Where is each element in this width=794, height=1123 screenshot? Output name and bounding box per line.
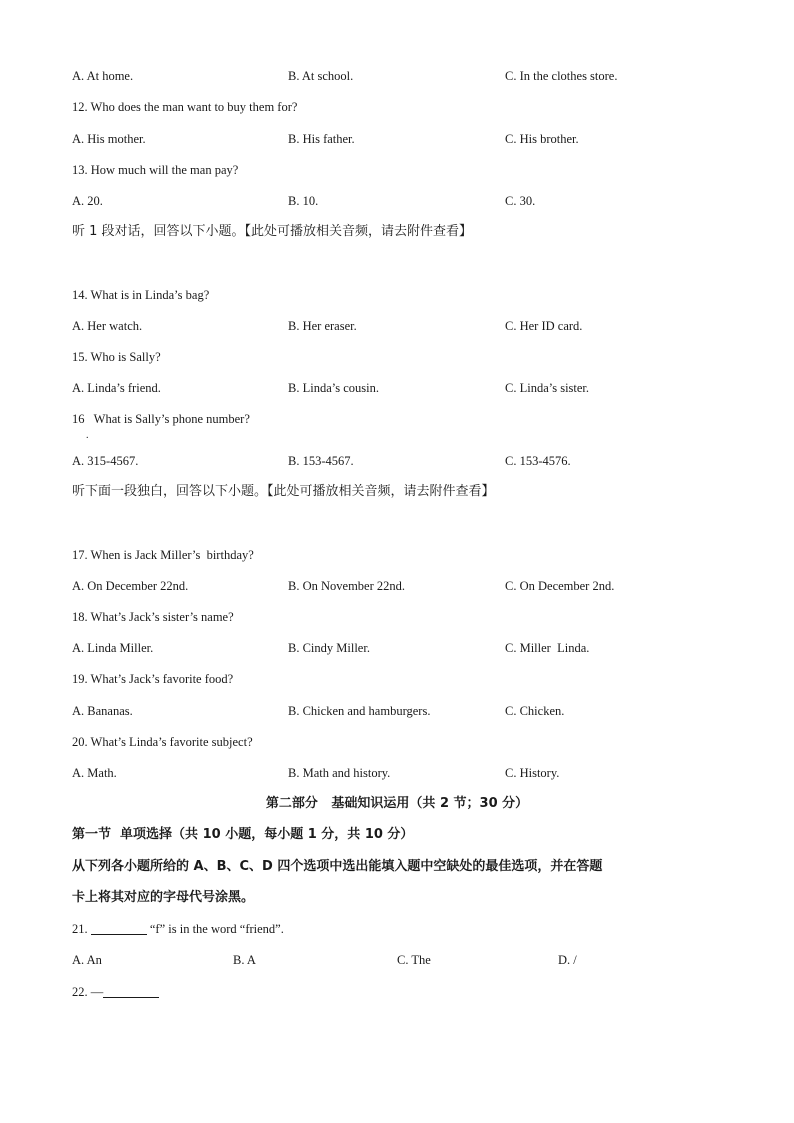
listening-instruction-2: 听下面一段独白，回答以下小题。【此处可播放相关音频，请去附件查看】 <box>72 484 495 499</box>
q17-option-c: C. On December 2nd. <box>505 579 615 593</box>
q17-option-b: B. On November 22nd. <box>288 579 405 593</box>
q19-option-a: A. Bananas. <box>72 704 133 718</box>
q18-stem: 18. What’s Jack’s sister’s name? <box>72 610 234 624</box>
q21-option-d: D. / <box>558 953 577 967</box>
q22-stem <box>72 984 159 1000</box>
q22-number: 22. — <box>72 985 104 999</box>
q17-stem: 17. When is Jack Miller’s birthday? <box>72 548 254 562</box>
q15-option-c: C. Linda’s sister. <box>505 381 590 395</box>
q13-stem: 13. How much will the man pay? <box>72 163 239 177</box>
q19-option-b: B. Chicken and hamburgers. <box>288 704 431 718</box>
q12-stem: 12. Who does the man want to buy them for? <box>72 100 298 114</box>
q13-option-c: C. 30. <box>505 194 536 208</box>
directions-line-2: 卡上将其对应的字母代号涂黑。 <box>72 890 255 905</box>
q18-option-b: B. Cindy Miller. <box>288 641 370 655</box>
q22-answer-blank[interactable] <box>103 985 159 998</box>
q19-stem: 19. What’s Jack’s favorite food? <box>72 672 234 686</box>
q15-option-b: B. Linda’s cousin. <box>288 381 379 395</box>
q17-option-a: A. On December 22nd. <box>72 579 189 593</box>
q15-stem: 15. Who is Sally? <box>72 350 161 364</box>
q21-answer-blank[interactable] <box>91 922 147 935</box>
q20-option-a: A. Math. <box>72 766 117 780</box>
directions-line-1: 从下列各小题所给的 A、B、C、D 四个选项中选出能填入题中空缺处的最佳选项，并在答题 <box>72 859 603 874</box>
q14-option-b: B. Her eraser. <box>288 319 357 333</box>
q11-option-c: C. In the clothes store. <box>505 69 618 83</box>
q21-option-a: A. An <box>72 953 102 967</box>
q11-option-b: B. At school. <box>288 69 354 83</box>
q20-option-c: C. History. <box>505 766 560 780</box>
q14-option-c: C. Her ID card. <box>505 319 583 333</box>
q21-text: “f” is in the word “friend”. <box>146 922 284 936</box>
q12-option-a: A. His mother. <box>72 132 146 146</box>
q19-option-c: C. Chicken. <box>505 704 565 718</box>
q16-option-a: A. 315-4567. <box>72 454 139 468</box>
q12-option-b: B. His father. <box>288 132 355 146</box>
section1-title: 第一节 单项选择（共 10 小题，每小题 1 分，共 10 分） <box>72 827 414 842</box>
q13-option-a: A. 20. <box>72 194 103 208</box>
q18-option-c: C. Miller Linda. <box>505 641 590 655</box>
q18-option-a: A. Linda Miller. <box>72 641 154 655</box>
q13-option-b: B. 10. <box>288 194 319 208</box>
q14-stem: 14. What is in Linda’s bag? <box>72 288 210 302</box>
q21-number: 21. <box>72 922 88 936</box>
q21-stem <box>72 921 284 937</box>
q12-option-c: C. His brother. <box>505 132 579 146</box>
q14-option-a: A. Her watch. <box>72 319 143 333</box>
q15-option-a: A. Linda’s friend. <box>72 381 161 395</box>
listening-instruction-1: 听 1 段对话，回答以下小题。【此处可播放相关音频，请去附件查看】 <box>72 224 473 239</box>
q16-option-c: C. 153-4576. <box>505 454 571 468</box>
part2-title: 第二部分 基础知识运用（共 2 节；30 分） <box>265 796 529 811</box>
q11-option-a: A. At home. <box>72 69 134 83</box>
q16-stray-dot: . <box>86 430 89 441</box>
q21-option-b: B. A <box>233 953 256 967</box>
q20-stem: 20. What’s Linda’s favorite subject? <box>72 735 253 749</box>
q16-stem: 16 What is Sally’s phone number? <box>72 412 250 426</box>
q20-option-b: B. Math and history. <box>288 766 391 780</box>
q16-option-b: B. 153-4567. <box>288 454 354 468</box>
q21-option-c: C. The <box>397 953 431 967</box>
